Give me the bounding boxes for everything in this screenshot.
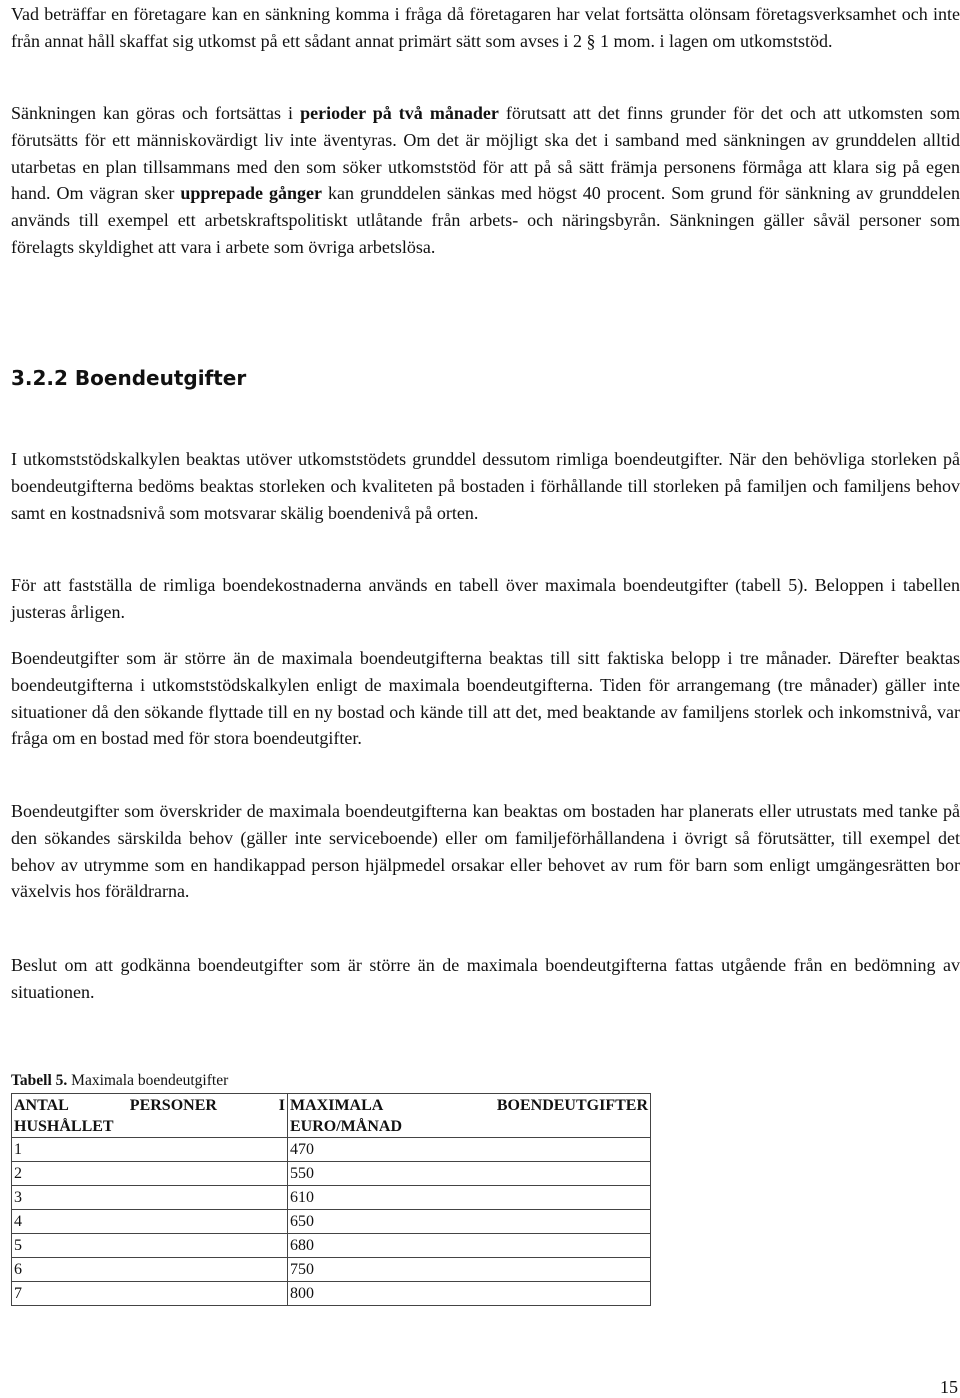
header-line: MAXIMALA BOENDEUTGIFTER [290, 1097, 648, 1114]
header-line: EURO/MÅNAD [290, 1118, 402, 1135]
table-row [12, 1162, 651, 1186]
table-caption-label: Tabell 5. [11, 1072, 68, 1089]
header-line: ANTAL PERSONER I [14, 1097, 285, 1114]
text-segment: Sänkningen kan göras och fortsättas i [11, 103, 301, 123]
cell-amount: 750 [288, 1258, 651, 1282]
text-segment: kan grunddelen sänkas med högst 40 procent. Som grund för sänkning av grunddelen används till exempel ett arbetskraftspolitiskt utlåtande från arbets- och näringsbyrån. Sänkningen gäller såväl personer som förelagts skyldighet att vara i arbete som övriga arbetslösa. [11, 183, 960, 257]
cell-amount: 610 [288, 1186, 651, 1210]
table-row [12, 1186, 651, 1210]
bold-periods: perioder på två månader [300, 103, 499, 123]
header-line: HUSHÅLLET [14, 1118, 114, 1135]
paragraph-housing-costs-intro: I utkomststödskalkylen beaktas utöver utkomststödets grunddel dessutom rimliga boendeutgifter. När den behövliga storleken på boendeutgifterna bedöms beaktas storleken och kvaliteten på bostaden i förhållande till storleken på familjen och familjens behov samt en kostnadsnivå som motsvarar skälig boendenivå på orten. [11, 449, 960, 523]
bold-repeated: upprepade gånger [180, 183, 323, 204]
table-row [12, 1258, 651, 1282]
cell-persons: 7 [12, 1282, 288, 1306]
cell-persons: 1 [12, 1138, 288, 1162]
table-caption [11, 1071, 228, 1091]
paragraph-special-needs: Boendeutgifter som överskrider de maximala boendeutgifterna kan beaktas om bostaden har planerats eller utrustats med tanke på den sökandes särskilda behov (gäller inte serviceboende) eller om familjeförhållandena i övrigt så förutsätter, till exempel det behov av utrymme som en handikappad person hjälpmedel orsakar eller behovet av rum för barn som enligt umgängesrätten bor växelvis hos föräldrarna. [11, 801, 960, 902]
header-household-persons [12, 1094, 288, 1138]
cell-amount: 650 [288, 1210, 651, 1234]
paragraph-table-reference: För att fastställa de rimliga boendekostnaderna används en tabell över maximala boendeutgifter (tabell 5). Beloppen i tabellen justeras årligen. [11, 575, 960, 622]
table-row [12, 1282, 651, 1306]
cell-persons: 5 [12, 1234, 288, 1258]
max-housing-costs-table [11, 1093, 651, 1306]
table-row [12, 1234, 651, 1258]
paragraph-three-months: Boendeutgifter som är större än de maximala boendeutgifterna beaktas till sitt faktiska belopp i tre månader. Därefter beaktas boendeutgifterna i utkomststödskalkylen enligt de maximala boendeutgifterna. Tiden för arrangemang (tre månader) gäller inte situationer då den sökande flyttade till en ny bostad och kände till att det, med beaktande av familjens storlek och inkomstnivå, var fråga om en bostad med för stora boendeutgifter. [11, 648, 960, 749]
cell-persons: 6 [12, 1258, 288, 1282]
header-max-costs [288, 1094, 651, 1138]
cell-persons: 2 [12, 1162, 288, 1186]
paragraph-reduction-periods [11, 100, 960, 261]
section-heading: 3.2.2 Boendeutgifter [11, 366, 247, 390]
page-number: 15 [940, 1377, 958, 1397]
cell-amount: 800 [288, 1282, 651, 1306]
cell-amount: 550 [288, 1162, 651, 1186]
paragraph-entrepreneur-reduction: Vad beträffar en företagare kan en sänkning komma i fråga då företagaren har velat fortsätta olönsam företagsverksamhet och inte från annat håll skaffat sig utkomst på ett sådant annat primärt sätt som avses i 2 § 1 mom. i lagen om utkomststöd. [11, 4, 960, 51]
cell-amount: 680 [288, 1234, 651, 1258]
paragraph-decision: Beslut om att godkänna boendeutgifter som är större än de maximala boendeutgifterna fattas utgående från en bedömning av situationen. [11, 955, 960, 1002]
table-row [12, 1138, 651, 1162]
cell-persons: 4 [12, 1210, 288, 1234]
text-segment: förutsatt att det finns grunder för det och att utkomsten som förutsätts för ett människovärdigt liv inte äventyras. Om det är möjligt ska det i samband med sänkningen av grunddelen alltid utarbetas en plan tillsammans med den som söker utkomststöd för att på så sätt främja personens förmåga att klara sig på egen hand. Om vägran sker [11, 103, 960, 204]
cell-amount: 470 [288, 1138, 651, 1162]
table-caption-text: Maximala boendeutgifter [67, 1072, 229, 1089]
table-row [12, 1210, 651, 1234]
cell-persons: 3 [12, 1186, 288, 1210]
table-header-row [12, 1094, 651, 1138]
